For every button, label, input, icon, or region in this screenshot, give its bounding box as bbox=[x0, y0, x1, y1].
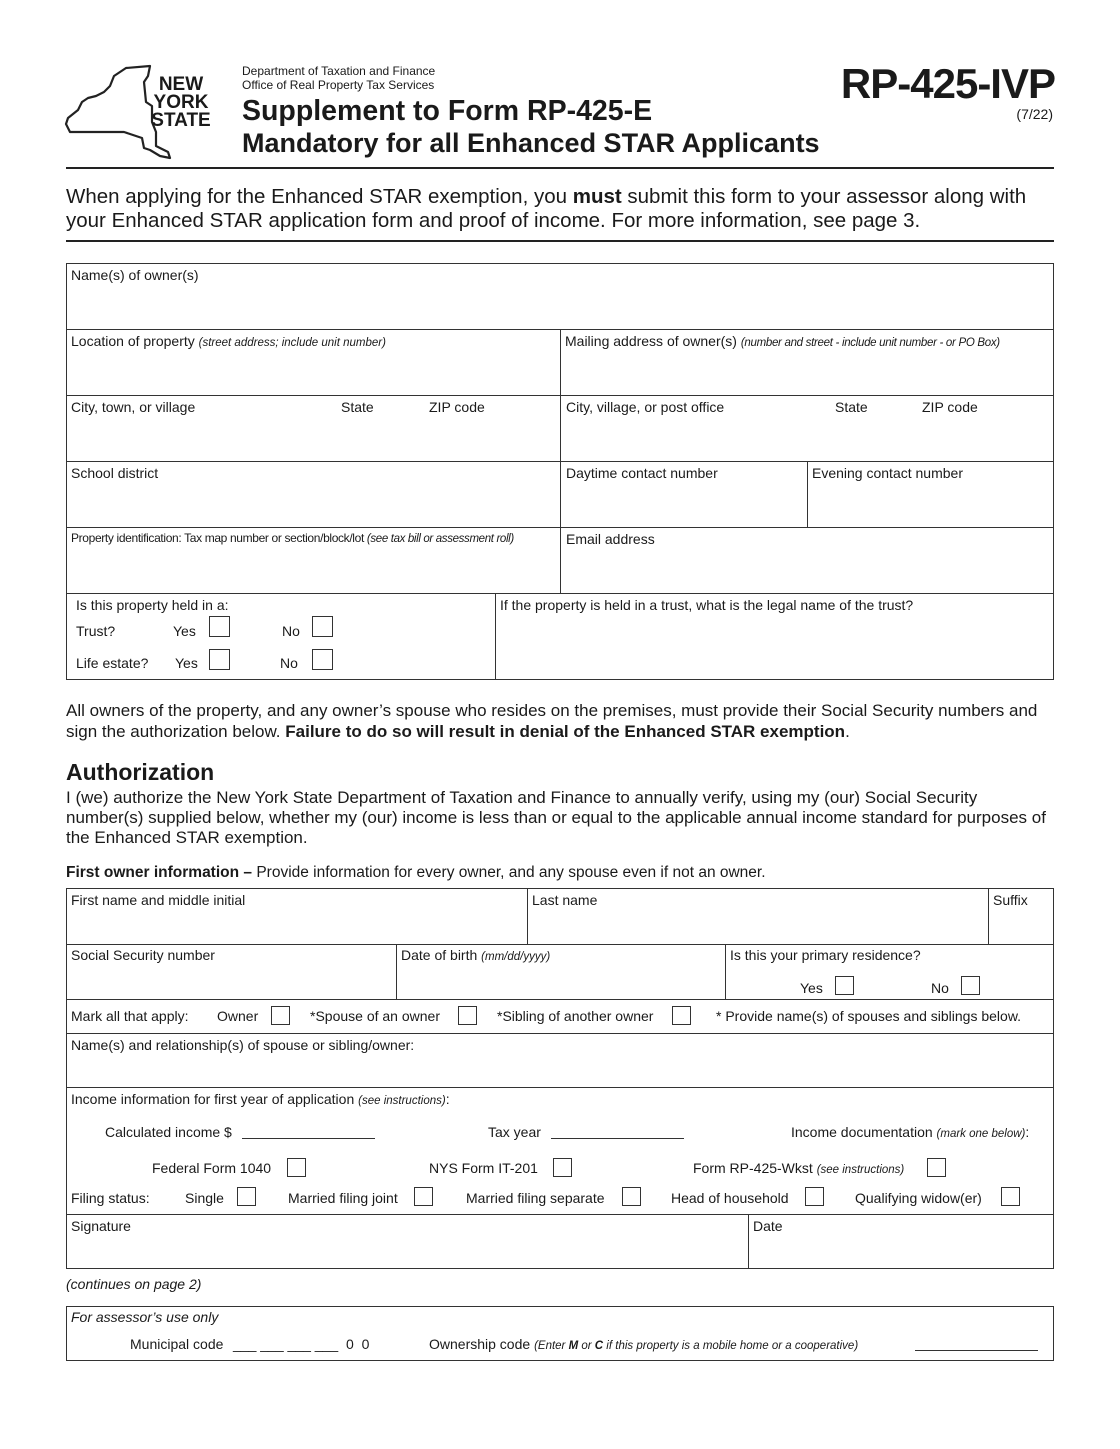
owner-checkbox[interactable] bbox=[271, 1006, 290, 1025]
primary-residence-label: Is this your primary residence? bbox=[730, 947, 921, 963]
income-section bbox=[66, 1087, 1054, 1215]
income-documentation-label: Income documentation (mark one below): bbox=[791, 1124, 1030, 1140]
mailing-zip-label: ZIP code bbox=[922, 399, 978, 415]
logo-line-state: STATE bbox=[151, 110, 211, 131]
spouse-option-label: *Spouse of an owner bbox=[310, 1008, 440, 1024]
first-name-field[interactable] bbox=[66, 888, 528, 945]
form-title: Supplement to Form RP-425-E bbox=[242, 95, 653, 127]
first-owner-heading-bold: First owner information – bbox=[66, 864, 253, 881]
header-rule bbox=[66, 167, 1054, 169]
ownership-code-input[interactable] bbox=[915, 1350, 1038, 1351]
trust-name-label: If the property is held in a trust, what is the legal name of the trust? bbox=[500, 597, 914, 613]
office-name: Office of Real Property Tax Services bbox=[242, 78, 435, 92]
date-label: Date bbox=[753, 1218, 783, 1234]
property-location-note: (street address; include unit number) bbox=[198, 337, 386, 349]
intro-rule bbox=[66, 240, 1054, 242]
assessor-use-box bbox=[66, 1306, 1054, 1361]
relationship-label: Name(s) and relationship(s) of spouse or sibling/owner: bbox=[71, 1037, 415, 1053]
property-location-label: Location of property (street address; include unit number) bbox=[71, 333, 386, 349]
notice-end: . bbox=[845, 722, 850, 741]
evening-contact-field[interactable] bbox=[807, 461, 1054, 528]
trust-name-field[interactable] bbox=[495, 593, 1054, 680]
life-estate-no-label: No bbox=[280, 655, 298, 671]
authorization-heading: Authorization bbox=[66, 759, 215, 785]
daytime-contact-field[interactable] bbox=[560, 461, 808, 528]
ssn-label: Social Security number bbox=[71, 947, 215, 963]
signature-label: Signature bbox=[71, 1218, 131, 1234]
nys-it201-label: NYS Form IT-201 bbox=[429, 1160, 538, 1176]
daytime-contact-label: Daytime contact number bbox=[566, 465, 718, 481]
intro-text bbox=[66, 185, 1056, 233]
rp425-wkst-note: (see instructions) bbox=[816, 1164, 905, 1176]
mailing-city-label: City, village, or post office bbox=[566, 399, 725, 415]
notice-bold: Failure to do so will result in denial of the Enhanced STAR exemption bbox=[285, 722, 846, 741]
owners-name-field[interactable] bbox=[66, 263, 1054, 330]
single-label: Single bbox=[185, 1190, 224, 1206]
dob-label: Date of birth (mm/dd/yyyy) bbox=[401, 947, 551, 963]
suffix-label: Suffix bbox=[993, 892, 1028, 908]
logo-line-york: YORK bbox=[153, 92, 209, 113]
property-location-field[interactable] bbox=[66, 329, 561, 396]
property-held-label: Is this property held in a: bbox=[76, 597, 229, 613]
municipal-code-fixed: 0 0 bbox=[346, 1336, 370, 1352]
first-name-label: First name and middle initial bbox=[71, 892, 246, 908]
mailing-address-label: Mailing address of owner(s) (number and street - include unit number - or PO Box) bbox=[565, 333, 1000, 349]
mailing-city-field[interactable] bbox=[560, 395, 1054, 462]
calculated-income-input[interactable] bbox=[242, 1138, 375, 1139]
trust-label: Trust? bbox=[76, 623, 116, 639]
ny-state-logo bbox=[64, 62, 214, 162]
property-held-section bbox=[66, 593, 496, 680]
property-state-label: State bbox=[341, 399, 374, 415]
spouse-checkbox[interactable] bbox=[458, 1006, 477, 1025]
trust-yes-label: Yes bbox=[173, 623, 196, 639]
email-address-field[interactable] bbox=[560, 527, 1054, 594]
intro-part1: When applying for the Enhanced STAR exemption, you bbox=[66, 185, 573, 208]
last-name-field[interactable] bbox=[527, 888, 989, 945]
calculated-income-label: Calculated income $ bbox=[105, 1124, 232, 1140]
trust-no-label: No bbox=[282, 623, 300, 639]
income-info-note: (see instructions) bbox=[358, 1095, 446, 1107]
sibling-checkbox[interactable] bbox=[672, 1006, 691, 1025]
continues-note: (continues on page 2) bbox=[66, 1276, 202, 1292]
trust-yes-checkbox[interactable] bbox=[209, 616, 230, 637]
primary-residence-field bbox=[725, 944, 1054, 1000]
dob-note: (mm/dd/yyyy) bbox=[481, 951, 551, 963]
life-estate-no-checkbox[interactable] bbox=[312, 649, 333, 670]
head-of-household-checkbox[interactable] bbox=[805, 1187, 824, 1206]
form-number: RP-425-IVP bbox=[840, 60, 1055, 107]
life-estate-yes-label: Yes bbox=[175, 655, 198, 671]
ssn-field[interactable] bbox=[66, 944, 397, 1000]
property-id-note: (see tax bill or assessment roll) bbox=[366, 533, 514, 545]
relationship-field[interactable] bbox=[66, 1033, 1054, 1088]
authorization-text: I (we) authorize the New York State Department of Taxation and Finance to annually verify, using my (our) Social Security number(s) supplied below, whether my (our) income is less than or equal to the applicable annual income standard for purposes of the Enhanced STAR exemption. bbox=[66, 788, 1046, 847]
ownership-code-note: (Enter M or C if this property is a mobile home or a cooperative) bbox=[534, 1340, 859, 1352]
mailing-address-field[interactable] bbox=[560, 329, 1054, 396]
signature-field[interactable] bbox=[66, 1214, 749, 1269]
federal-1040-label: Federal Form 1040 bbox=[152, 1160, 272, 1176]
federal-1040-checkbox[interactable] bbox=[287, 1158, 306, 1177]
married-joint-checkbox[interactable] bbox=[414, 1187, 433, 1206]
school-district-label: School district bbox=[71, 465, 159, 481]
municipal-code-blanks[interactable]: ___ ___ ___ ___ bbox=[233, 1336, 339, 1352]
mark-all-row bbox=[66, 999, 1054, 1034]
ownership-code-label: Ownership code (Enter M or C if this property is a mobile home or a cooperative) bbox=[429, 1336, 859, 1352]
assessor-use-label: For assessor’s use only bbox=[71, 1309, 219, 1325]
provide-names-note: * Provide name(s) of spouses and siblings below. bbox=[716, 1008, 1022, 1024]
logo-line-new: NEW bbox=[158, 74, 204, 95]
married-separate-checkbox[interactable] bbox=[622, 1187, 641, 1206]
income-documentation-note: (mark one below) bbox=[936, 1128, 1026, 1140]
last-name-label: Last name bbox=[532, 892, 598, 908]
income-info-label: Income information for first year of application (see instructions): bbox=[71, 1091, 450, 1107]
first-owner-heading-rest: Provide information for every owner, and any spouse even if not an owner. bbox=[252, 864, 766, 881]
mark-all-label: Mark all that apply: bbox=[71, 1008, 189, 1024]
married-joint-label: Married filing joint bbox=[288, 1190, 398, 1206]
date-field[interactable] bbox=[748, 1214, 1054, 1269]
suffix-field[interactable] bbox=[988, 888, 1054, 945]
rp425-wkst-label: Form RP-425-Wkst (see instructions) bbox=[693, 1160, 905, 1176]
property-id-label: Property identification: Tax map number or section/block/lot (see tax bill or assessment roll) bbox=[71, 531, 514, 545]
sibling-option-label: *Sibling of another owner bbox=[497, 1008, 654, 1024]
mailing-address-note: (number and street - include unit number - or PO Box) bbox=[740, 337, 1000, 349]
property-zip-label: ZIP code bbox=[429, 399, 485, 415]
school-district-field[interactable] bbox=[66, 461, 561, 528]
life-estate-yes-checkbox[interactable] bbox=[209, 649, 230, 670]
primary-yes-checkbox[interactable] bbox=[835, 976, 854, 995]
mailing-state-label: State bbox=[835, 399, 868, 415]
owner-option-label: Owner bbox=[217, 1008, 259, 1024]
logo-text bbox=[148, 76, 214, 130]
dob-field[interactable] bbox=[396, 944, 726, 1000]
qualifying-widow-checkbox[interactable] bbox=[1001, 1187, 1020, 1206]
property-city-field[interactable] bbox=[66, 395, 561, 462]
email-address-label: Email address bbox=[566, 531, 655, 547]
tax-year-input[interactable] bbox=[551, 1138, 684, 1139]
life-estate-label: Life estate? bbox=[76, 655, 149, 671]
evening-contact-label: Evening contact number bbox=[812, 465, 963, 481]
tax-year-label: Tax year bbox=[488, 1124, 541, 1140]
municipal-code-label: Municipal code bbox=[130, 1336, 224, 1352]
intro-part2: submit this form to your assessor along with your Enhanced STAR application form and proof of income. For more information, see page 3. bbox=[66, 185, 1027, 232]
filing-status-label: Filing status: bbox=[71, 1190, 150, 1206]
single-checkbox[interactable] bbox=[237, 1187, 256, 1206]
intro-bold: must bbox=[572, 185, 622, 208]
nys-it201-checkbox[interactable] bbox=[553, 1158, 572, 1177]
trust-no-checkbox[interactable] bbox=[312, 616, 333, 637]
qualifying-widow-label: Qualifying widow(er) bbox=[855, 1190, 982, 1206]
notice-part1: All owners of the property, and any owner’s spouse who resides on the premises, must provide their Social Security numbers and sign the authorization below. bbox=[66, 701, 1038, 741]
form-revision: (7/22) bbox=[1016, 106, 1053, 122]
first-owner-heading bbox=[66, 864, 766, 882]
owners-name-label: Name(s) of owner(s) bbox=[71, 267, 199, 283]
department-name: Department of Taxation and Finance bbox=[242, 64, 436, 78]
property-id-field[interactable] bbox=[66, 527, 561, 594]
ssn-notice bbox=[66, 700, 1056, 742]
married-separate-label: Married filing separate bbox=[466, 1190, 605, 1206]
property-city-label: City, town, or village bbox=[71, 399, 196, 415]
form-subtitle: Mandatory for all Enhanced STAR Applicants bbox=[242, 128, 820, 158]
primary-no-checkbox[interactable] bbox=[961, 976, 980, 995]
head-of-household-label: Head of household bbox=[671, 1190, 789, 1206]
primary-yes-label: Yes bbox=[800, 980, 823, 996]
primary-no-label: No bbox=[931, 980, 949, 996]
rp425-wkst-checkbox[interactable] bbox=[927, 1158, 946, 1177]
